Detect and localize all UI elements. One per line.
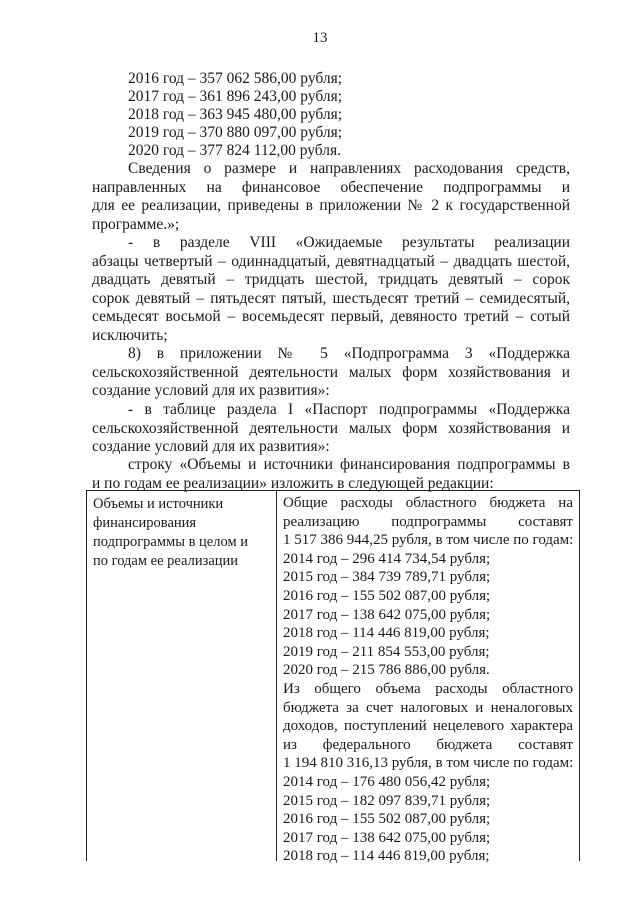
year-line: 2020 год – 377 824 112,00 рубля. — [128, 142, 342, 159]
year-line: 2017 год – 138 642 075,00 рубля; — [283, 606, 491, 623]
text-line: Из общего объема расходы областного — [283, 680, 573, 697]
text-line: 1 517 386 944,25 рубля, в том числе по годам: — [283, 532, 573, 549]
table-cell-value — [283, 494, 573, 866]
paragraph-table-section-i — [92, 401, 570, 457]
text-line: для ее реализации, приведены в приложении № 2 к государственной — [92, 197, 570, 214]
text-line: - в таблице раздела I «Паспорт подпрограммы «Поддержка — [128, 401, 570, 418]
text-line: бюджета за счет налоговых и неналоговых — [283, 699, 573, 716]
text-line: Общие расходы областного бюджета на — [283, 495, 573, 511]
text-line: двадцать девятый – тридцать шестой, тридцать девятый – сорок — [92, 271, 570, 288]
text-line: финансирования — [93, 515, 197, 531]
paragraph-row-edit — [92, 456, 570, 493]
year-line: 2015 год – 384 739 789,71 рубля; — [283, 569, 491, 586]
text-line: Сведения о размере и направлениях расходования средств, — [128, 160, 570, 177]
paragraph-info — [92, 160, 570, 234]
table-cell-label — [93, 495, 271, 571]
year-line: 2018 год – 114 446 819,00 рубля; — [283, 848, 490, 865]
text-line: сельскохозяйственной деятельности малых форм хозяйствования и — [92, 363, 570, 381]
year-line: 2018 год – 363 945 480,00 рубля; — [128, 106, 343, 123]
text-line: сорок девятый – пятьдесят пятый, шестьдесят третий – семидесятый, — [92, 289, 570, 307]
text-line: абзацы четвертый – одиннадцатый, девятнадцатый – двадцать шестой, — [92, 252, 570, 270]
text-line: Объемы и источники — [93, 496, 224, 512]
year-line: 2016 год – 357 062 586,00 рубля; — [128, 70, 343, 87]
text-line: исключить; — [92, 326, 168, 344]
text-line: доходов, поступлений нецелевого характера — [283, 718, 573, 735]
text-line: программе.»; — [92, 215, 180, 233]
text-line: реализацию подпрограммы составят — [283, 513, 573, 530]
year-line: 2018 год – 114 446 819,00 рубля; — [283, 625, 490, 642]
year-line: 2016 год – 155 502 087,00 рубля; — [283, 811, 491, 828]
text-line: - в разделе VIII «Ожидаемые результаты реализации — [128, 234, 570, 251]
paragraph-section-viii — [92, 234, 570, 345]
table-column-divider — [276, 491, 277, 861]
year-line: 2017 год – 138 642 075,00 рубля; — [283, 829, 491, 846]
paragraph-appendix-5 — [92, 345, 570, 401]
year-line: 2017 год – 361 896 243,00 рубля; — [128, 88, 343, 105]
year-line: 2016 год – 155 502 087,00 рубля; — [283, 587, 491, 604]
text-line: создание условий для их развития»: — [92, 382, 330, 399]
text-line: семьдесят восьмой – восемьдесят первый, девяносто третий – сотый — [92, 308, 570, 325]
text-line: 1 194 810 316,13 рубля, в том числе по годам: — [283, 755, 573, 772]
year-line: 2015 год – 182 097 839,71 рубля; — [283, 792, 491, 809]
text-line: подпрограммы в целом и — [93, 534, 249, 550]
text-line: по годам ее реализации — [93, 553, 239, 569]
year-line: 2019 год – 370 880 097,00 рубля; — [128, 124, 343, 141]
year-line: 2020 год – 215 786 886,00 рубля. — [283, 662, 490, 679]
text-line: из федерального бюджета составят — [283, 736, 573, 753]
year-line: 2014 год – 176 480 056,42 рубля; — [283, 773, 491, 790]
year-line: 2014 год – 296 414 734,54 рубля; — [283, 550, 491, 567]
text-line: сельскохозяйственной деятельности малых форм хозяйствования и — [92, 419, 570, 437]
text-line: строку «Объемы и источники финансирования подпрограммы в — [128, 456, 570, 473]
text-line: и по годам ее реализации» изложить в следующей редакции: — [92, 474, 494, 492]
text-line: создание условий для их развития»: — [92, 438, 330, 455]
page-number: 13 — [312, 30, 328, 46]
text-line: 8) в приложении № 5 «Подпрограмма 3 «Поддержка — [128, 345, 570, 362]
year-line: 2019 год – 211 854 553,00 рубля; — [283, 643, 490, 660]
text-line: направленных на финансовое обеспечение подпрограммы и — [92, 178, 570, 196]
financing-table — [86, 490, 580, 865]
